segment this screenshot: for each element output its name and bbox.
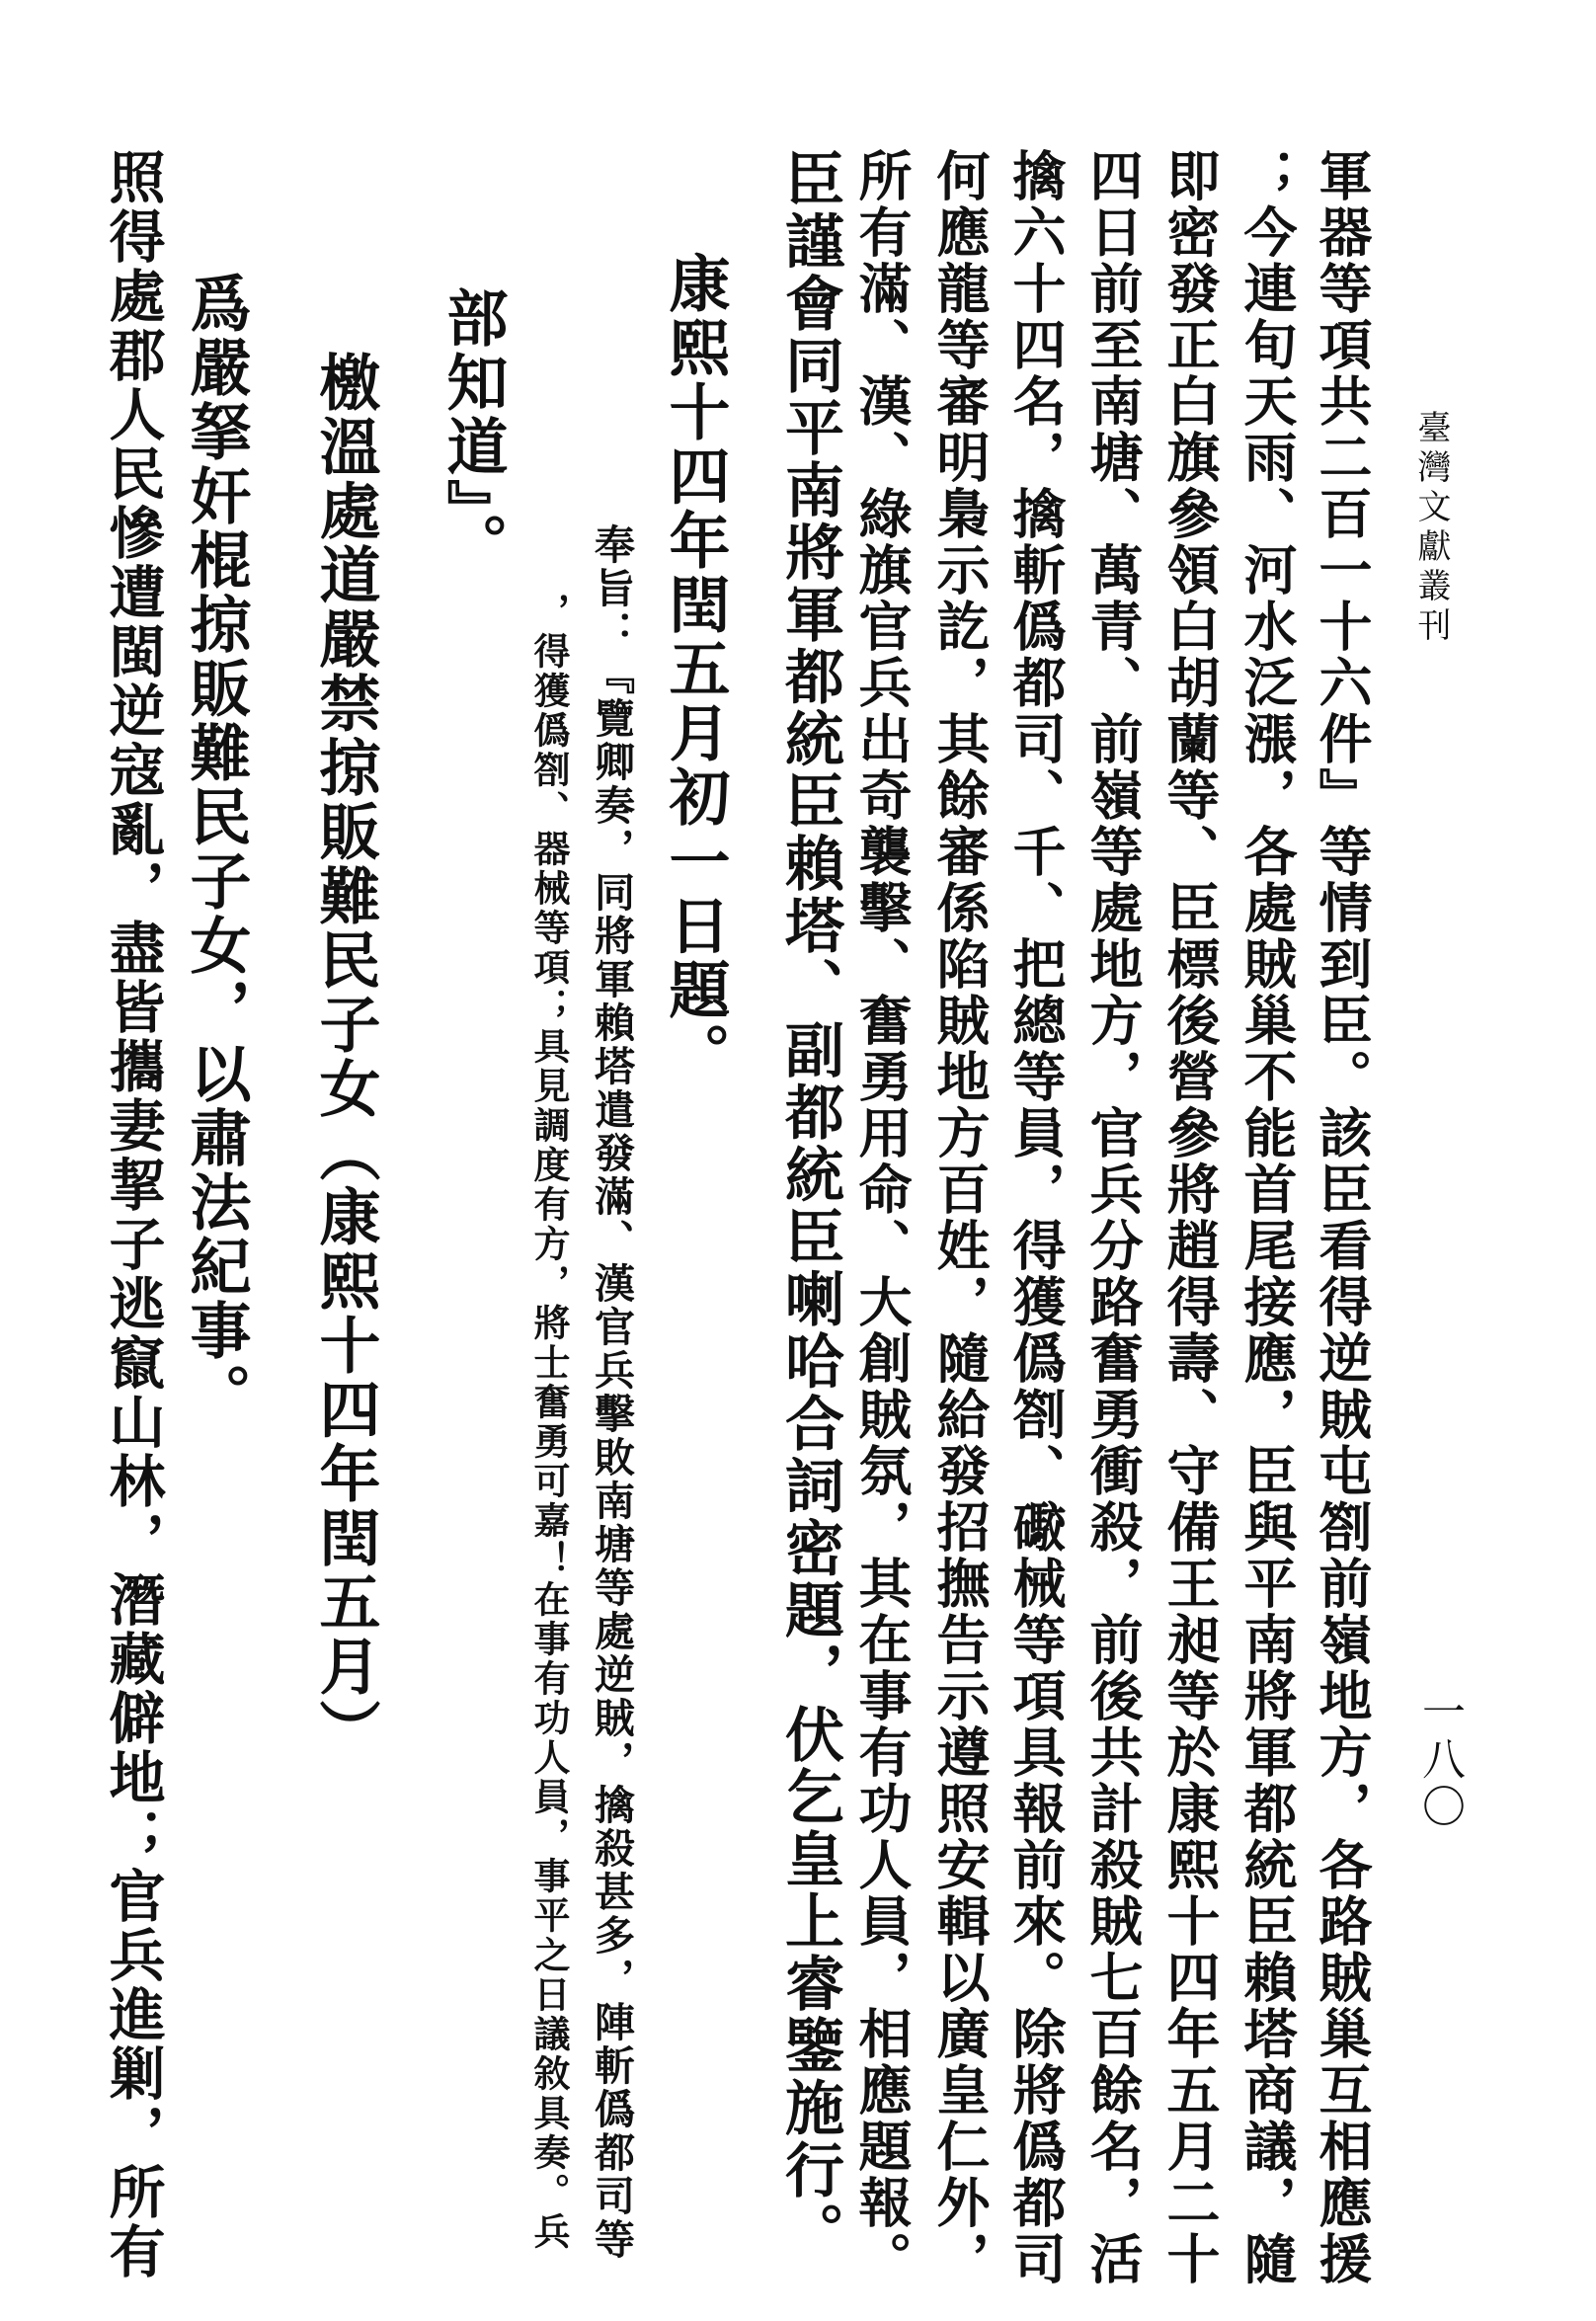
text-column: 何應龍等審明梟示訖，其餘審係陷賊地方百姓，隨給發招撫告示遵照安輯以廣皇仁外， xyxy=(928,148,992,2287)
text-column: 四日前至南塘、萬青、前嶺等處地方，官兵分路奮勇衝殺，前後共計殺賊七百餘名，活 xyxy=(1081,148,1145,2287)
text-column: ；今連旬天雨、河水泛漲，各處賊巢不能首尾接應，臣與平南將軍都統臣賴塔商議，隨 xyxy=(1236,148,1299,2287)
edict-column: 部知道』。 xyxy=(437,286,509,577)
series-title: 臺灣文獻叢刊 xyxy=(1411,410,1451,647)
edict-column: ，得獲僞劄、器械等項；具見調度有方，將士奮勇可嘉！在事有功人員，事平之日議敘具奏。兵 xyxy=(527,593,571,2252)
text-column: 照得處郡人民慘遭閩逆寇亂，盡皆攜妻挈子逃竄山林，潛藏僻地；官兵進剿，所有 xyxy=(100,148,166,2281)
text-column: 臣謹會同平南將軍都統臣賴塔、副都統臣喇哈合詞密題，伏乞皇上睿鑒施行。 xyxy=(775,148,844,2264)
text-column: 即密發正白旗參領白胡蘭等、臣標後營參將趙得壽、守備王昶等於康熙十四年五月二十 xyxy=(1158,148,1222,2287)
page-number: 一八〇 xyxy=(1414,1689,1465,1831)
text-column: 軍器等項共二百一十六件』等情到臣。該臣看得逆賊屯劄前嶺地方，各路賊巢互相應援 xyxy=(1311,148,1374,2287)
date-line: 康熙十四年閏五月初一日題。 xyxy=(659,252,731,1086)
section-heading: 檄溫處道嚴禁掠販難民子女（康熙十四年閏五月） xyxy=(309,351,381,1763)
text-column: 所有滿、漢、綠旗官兵出奇襲擊、奮勇用命、大創賊氛，其在事有功人員，相應題報。 xyxy=(850,148,914,2287)
edict-column: 奉旨：『覽卿奏，同將軍賴塔遣發滿、漢官兵擊敗南塘等處逆賊，擒殺甚多，陣斬僞都司等 xyxy=(588,523,635,2262)
text-column: 爲嚴拏奸棍掠販難民子女，以肅法紀事。 xyxy=(180,272,252,1427)
text-column: 擒六十四名，擒斬僞都司、千、把總等員，得獲僞劄、礮械等項具報前來。除將僞都司 xyxy=(1004,148,1068,2287)
